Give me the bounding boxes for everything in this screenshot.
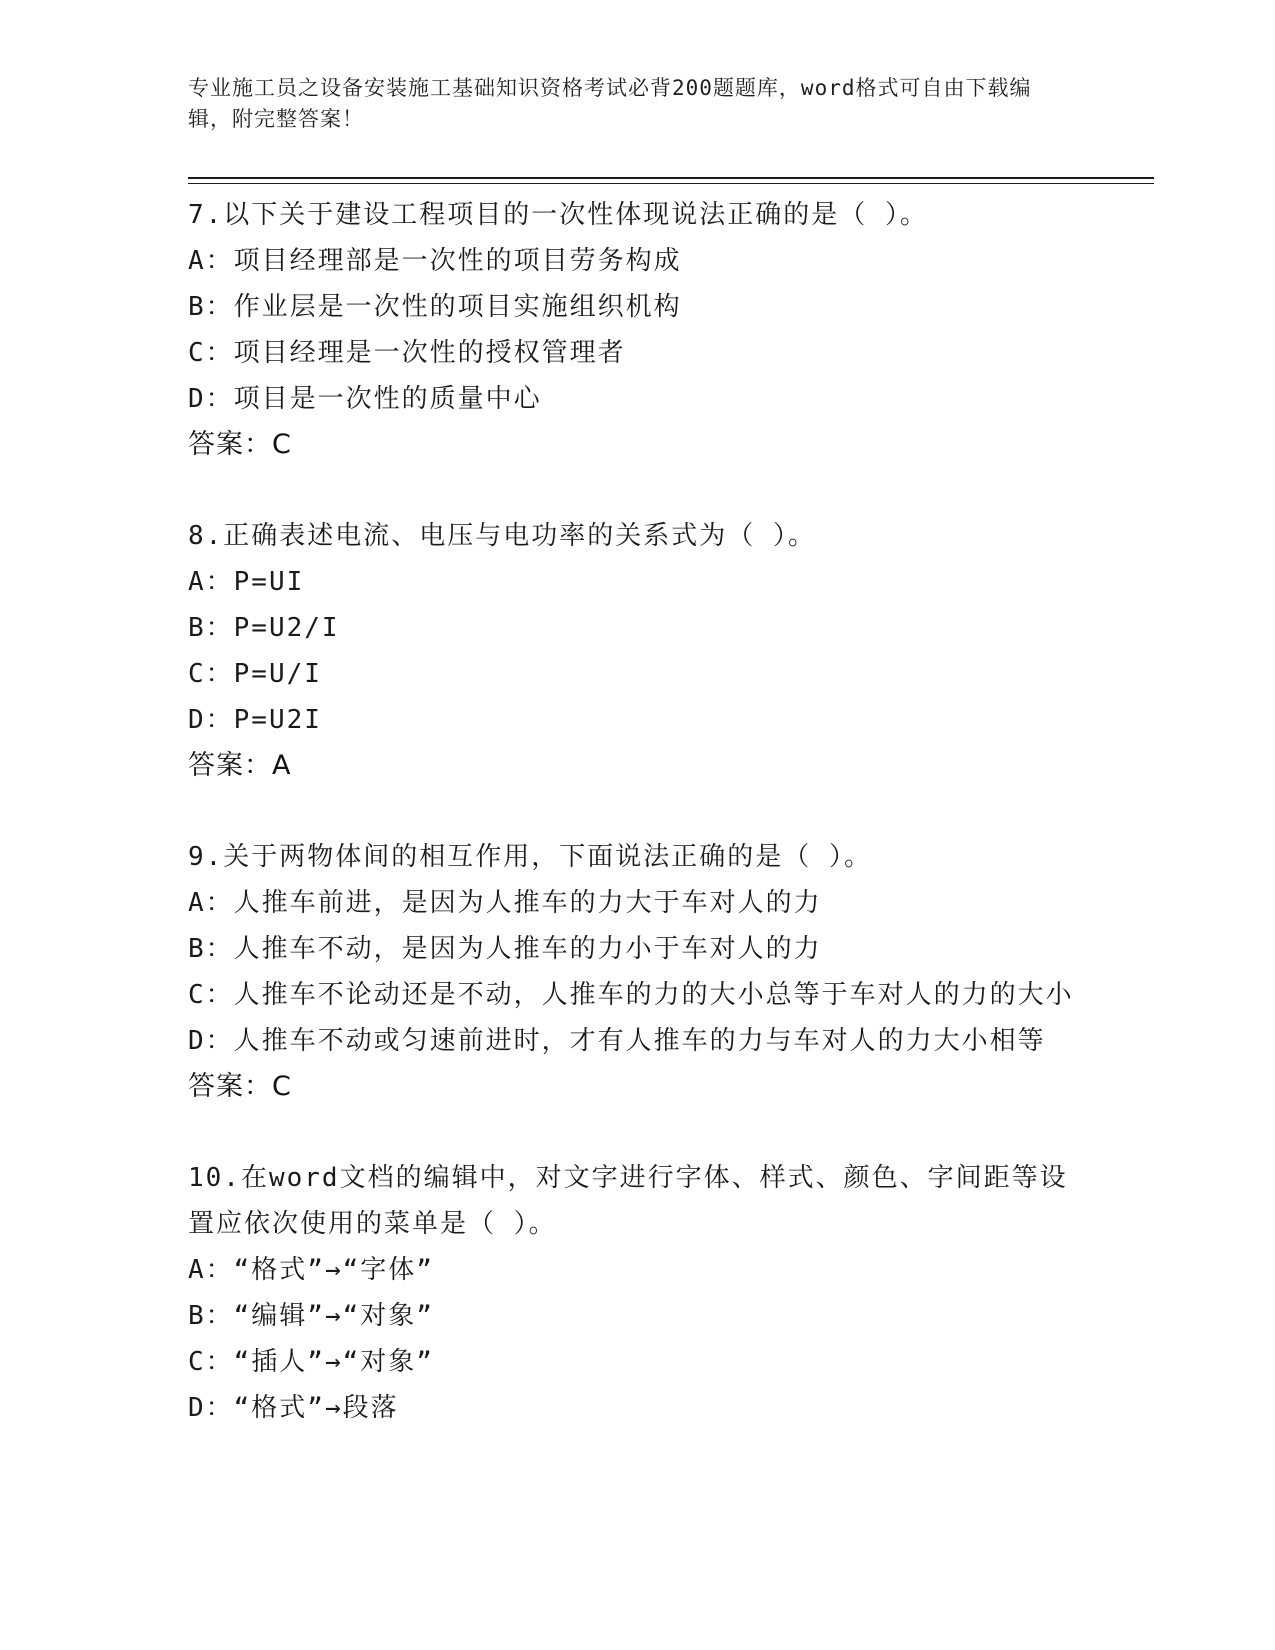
header-divider-thick	[188, 177, 1154, 179]
option-d: D：人推车不动或匀速前进时，才有人推车的力与车对人的力大小相等	[188, 1026, 1046, 1056]
option-d: D：P=U2I	[188, 705, 322, 735]
document-header: 专业施工员之设备安装施工基础知识资格考试必背200题题库，word格式可自由下载编辑，附完整答案！	[188, 76, 1032, 131]
option-b: B：“编辑”→“对象”	[188, 1301, 434, 1331]
question-stem: 7.以下关于建设工程项目的一次性体现说法正确的是（ ）。	[188, 200, 928, 230]
option-a: A：项目经理部是一次性的项目劳务构成	[188, 246, 682, 276]
option-a: A：“格式”→“字体”	[188, 1255, 434, 1285]
option-d: D：项目是一次性的质量中心	[188, 384, 542, 414]
question-stem: 8.正确表述电流、电压与电功率的关系式为（ ）。	[188, 521, 816, 551]
question-stem: 9.关于两物体间的相互作用，下面说法正确的是（ ）。	[188, 842, 872, 872]
question-stem: 10.在word文档的编辑中，对文字进行字体、样式、颜色、字间距等设置应依次使用的菜单是（ ）。	[188, 1163, 1068, 1239]
question-list	[188, 192, 1088, 1476]
option-c: C：人推车不论动还是不动，人推车的力的大小总等于车对人的力的大小	[188, 980, 1074, 1010]
option-a: A：P=UI	[188, 567, 305, 597]
question-7	[188, 192, 1088, 468]
option-b: B：人推车不动，是因为人推车的力小于车对人的力	[188, 934, 822, 964]
option-b: B：P=U2/I	[188, 613, 340, 643]
header-divider-thin	[188, 183, 1154, 184]
option-d: D：“格式”→段落	[188, 1393, 399, 1423]
answer: 答案：C	[188, 1071, 292, 1102]
answer: 答案：A	[188, 750, 292, 781]
question-8	[188, 513, 1088, 789]
option-a: A：人推车前进，是因为人推车的力大于车对人的力	[188, 888, 822, 918]
question-10	[188, 1155, 1088, 1431]
option-b: B：作业层是一次性的项目实施组织机构	[188, 292, 682, 322]
option-c: C：P=U/I	[188, 659, 322, 689]
option-c: C：“插人”→“对象”	[188, 1347, 434, 1377]
option-c: C：项目经理是一次性的授权管理者	[188, 338, 626, 368]
question-9	[188, 834, 1088, 1110]
answer: 答案：C	[188, 429, 292, 460]
